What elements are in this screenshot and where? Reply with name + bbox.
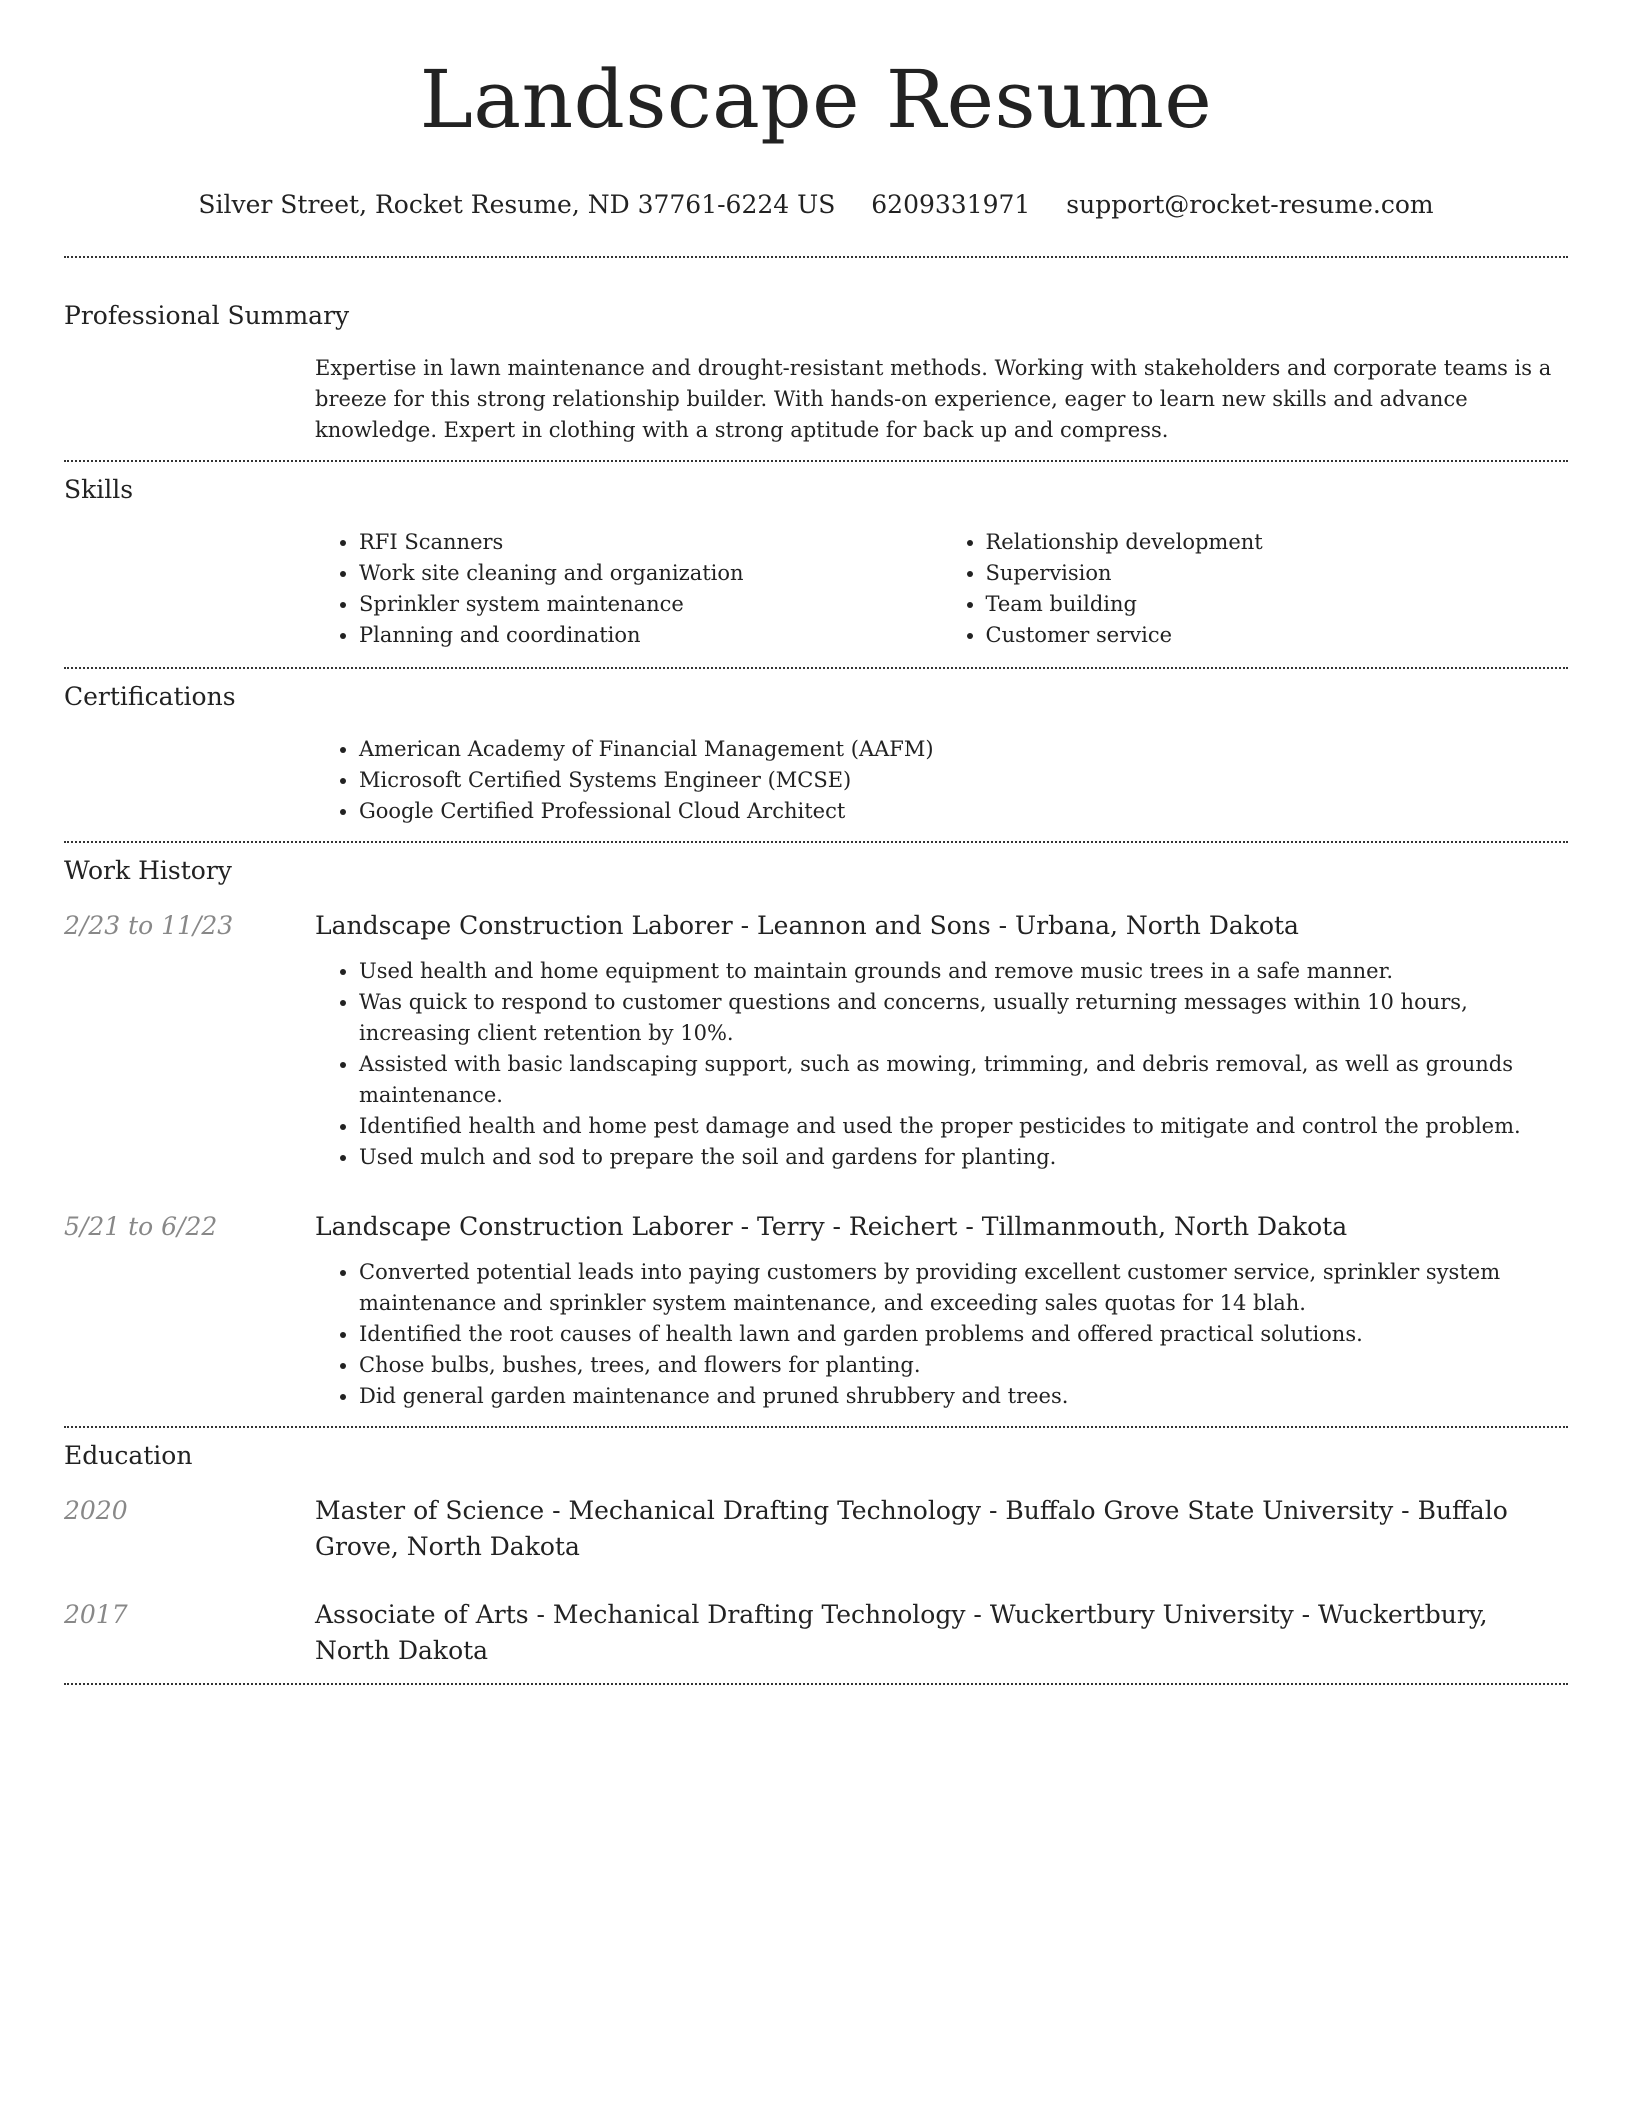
certifications-list [315,734,1568,827]
education-heading: Associate of Arts - Mechanical Drafting Technology - Wuckertbury University - Wuckertbury, North Dakota [315,1600,1488,1665]
summary-section [64,258,1568,446]
section-title-work: Work History [64,856,232,885]
certification-item: • Microsoft Certified Systems Engineer (MCSE) [359,765,1568,796]
skills-list-right [942,527,1569,651]
job-bullet: • Chose bulbs, bushes, trees, and flowers for planting. [359,1350,1568,1381]
job-heading: Landscape Construction Laborer - Terry - Reichert - Tillmanmouth, North Dakota [315,1212,1348,1241]
education-heading: Master of Science - Mechanical Drafting Technology - Buffalo Grove State University - Buffalo Grove, North Dakota [315,1496,1508,1561]
job-bullet: • Identified the root causes of health lawn and garden problems and offered practical solutions. [359,1319,1568,1350]
skills-list-left [315,527,942,651]
certification-item: • American Academy of Financial Management (AAFM) [359,734,1568,765]
certifications-section [64,669,1568,827]
education-year: 2020 [64,1496,128,1525]
section-title-education: Education [64,1441,193,1470]
job-bullet: • Used health and home equipment to maintain grounds and remove music trees in a safe manner. [359,956,1568,987]
job-bullet: • Did general garden maintenance and pruned shrubbery and trees. [359,1381,1568,1412]
contact-address: Silver Street, Rocket Resume, ND 37761-6224 US [198,190,836,219]
contact-phone: 6209331971 [871,190,1031,219]
job-bullet: • Converted potential leads into paying customers by providing excellent customer service, sprinkler system maintenance and sprinkler system maintenance, and exceeding sales quotas for 14 blah. [359,1257,1568,1319]
work-section [64,843,1568,1412]
job-heading: Landscape Construction Laborer - Leannon and Sons - Urbana, North Dakota [315,911,1299,940]
summary-text: Expertise in lawn maintenance and drought-resistant methods. Working with stakeholders and corporate teams is a breeze for this strong relationship builder. With hands-on experience, eager to learn new skills and advance knowledge. Expert in clothing with a strong aptitude for back up and compress. [315,356,1552,442]
skill-item: • Customer service [986,620,1569,651]
resume-name: Landscape Resume [419,53,1213,146]
job-bullet: • Identified health and home pest damage and used the proper pesticides to mitigate and control the problem. [359,1111,1568,1142]
education-year: 2017 [64,1600,128,1629]
job-entry [64,908,1568,1173]
skill-item: • Supervision [986,558,1569,589]
job-bullets [315,1257,1568,1412]
skill-item: • Relationship development [986,527,1569,558]
education-entry [64,1493,1568,1565]
education-entry [64,1597,1568,1669]
job-dates: 2/23 to 11/23 [64,911,234,940]
job-dates: 5/21 to 6/22 [64,1212,218,1241]
job-bullet: • Assisted with basic landscaping support, such as mowing, trimming, and debris removal, as well as grounds maintenance. [359,1049,1568,1111]
resume-page [64,0,1568,1685]
skill-item: • Team building [986,589,1569,620]
education-section [64,1428,1568,1669]
section-title-skills: Skills [64,475,134,504]
section-title-summary: Professional Summary [64,301,350,330]
job-bullets [315,956,1568,1173]
contact-line [64,188,1568,222]
contact-email: support@rocket-resume.com [1066,190,1434,219]
certification-item: • Google Certified Professional Cloud Architect [359,796,1568,827]
skills-section [64,462,1568,651]
skill-item: • RFI Scanners [359,527,942,558]
job-bullet: • Was quick to respond to customer questions and concerns, usually returning messages within 10 hours, increasing client retention by 10%. [359,987,1568,1049]
job-entry [64,1209,1568,1412]
skill-item: • Work site cleaning and organization [359,558,942,589]
skill-item: • Planning and coordination [359,620,942,651]
divider [64,1683,1568,1685]
job-bullet: • Used mulch and sod to prepare the soil and gardens for planting. [359,1142,1568,1173]
skill-item: • Sprinkler system maintenance [359,589,942,620]
section-title-certifications: Certifications [64,682,236,711]
